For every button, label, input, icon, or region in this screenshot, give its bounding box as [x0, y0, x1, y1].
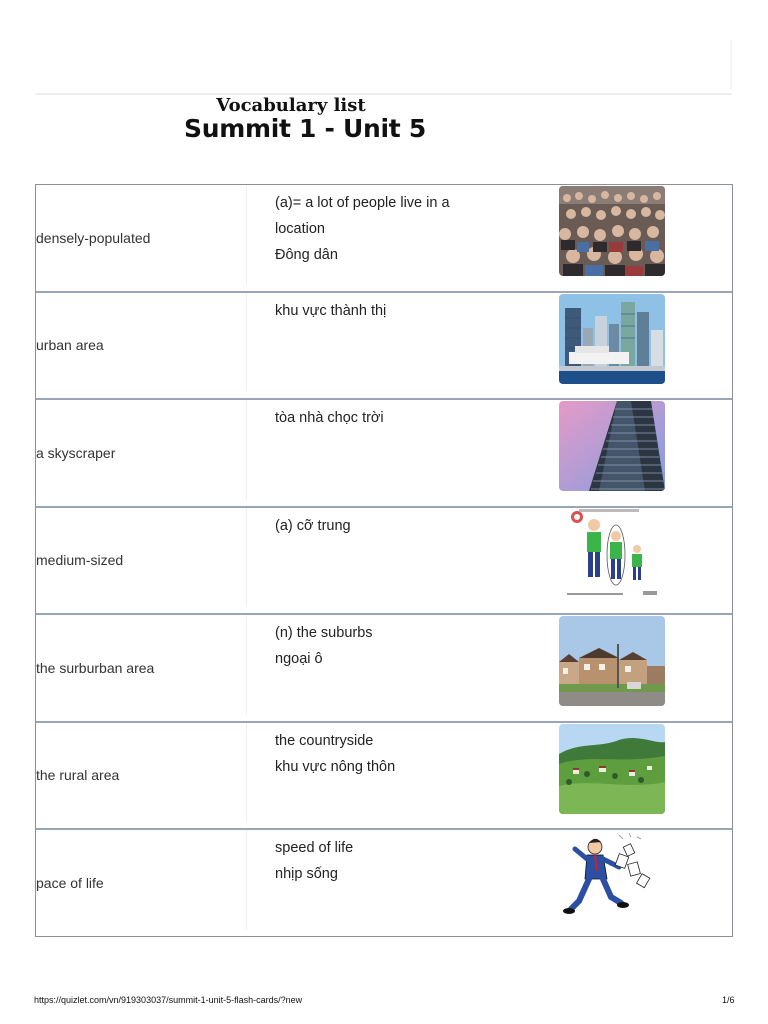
crowd-photo	[559, 186, 665, 276]
table-row	[36, 723, 732, 831]
vocab-definition	[275, 835, 485, 887]
table-row	[36, 185, 732, 293]
column-divider	[246, 830, 247, 930]
column-divider	[246, 723, 247, 823]
definition-line: nhịp sống	[275, 866, 338, 882]
column-divider	[246, 508, 247, 608]
vocabulary-table	[35, 184, 733, 937]
vocab-definition	[275, 405, 485, 431]
vocab-definition	[275, 513, 485, 539]
vocab-term: the surburban area	[36, 659, 155, 676]
column-divider	[246, 615, 247, 715]
page-title: Vocabulary list	[216, 95, 366, 116]
vocab-term: densely-populated	[36, 229, 151, 246]
table-row	[36, 615, 732, 723]
three-figures-illustration	[559, 509, 665, 599]
definition-line: (n) the suburbs	[275, 625, 373, 641]
table-row	[36, 293, 732, 401]
vocab-term: pace of life	[36, 875, 104, 891]
definition-line: (a) cỡ trung	[275, 517, 351, 534]
definition-line: tòa nhà chọc trời	[275, 410, 384, 426]
definition-line: Đông dân	[275, 247, 338, 263]
definition-line: khu vực nông thôn	[275, 758, 396, 775]
suburban-houses-photo	[559, 616, 665, 706]
page-number: 1/6	[722, 995, 735, 1005]
vocab-definition	[275, 620, 485, 672]
column-divider	[246, 185, 247, 285]
vocab-term: the rural area	[36, 767, 120, 784]
definition-line: ngoại ô	[275, 651, 323, 667]
column-divider	[246, 293, 247, 393]
table-row	[36, 400, 732, 508]
table-row	[36, 508, 732, 616]
page-url: https://quizlet.com/vn/919303037/summit-1-unit-5-flash-cards/?new	[34, 995, 303, 1005]
vocab-term: medium-sized	[36, 552, 124, 569]
table-row	[36, 830, 732, 936]
header-edge	[730, 40, 732, 90]
countryside-photo	[559, 724, 665, 814]
running-businessman-illustration	[559, 831, 665, 921]
vocab-term: urban area	[36, 337, 104, 354]
definition-line: (a)= a lot of people live in a location	[275, 195, 450, 237]
city-skyline-photo	[559, 294, 665, 384]
column-divider	[246, 400, 247, 500]
vocab-definition	[275, 190, 485, 268]
vocab-definition	[275, 298, 485, 324]
definition-line: the countryside	[275, 732, 374, 749]
definition-line: khu vực thành thị	[275, 302, 387, 319]
skyscraper-photo	[559, 401, 665, 491]
vocab-definition	[275, 728, 485, 780]
vocab-term: a skyscraper	[36, 444, 116, 461]
definition-line: speed of life	[275, 840, 354, 856]
page-subtitle: Summit 1 - Unit 5	[184, 114, 426, 143]
